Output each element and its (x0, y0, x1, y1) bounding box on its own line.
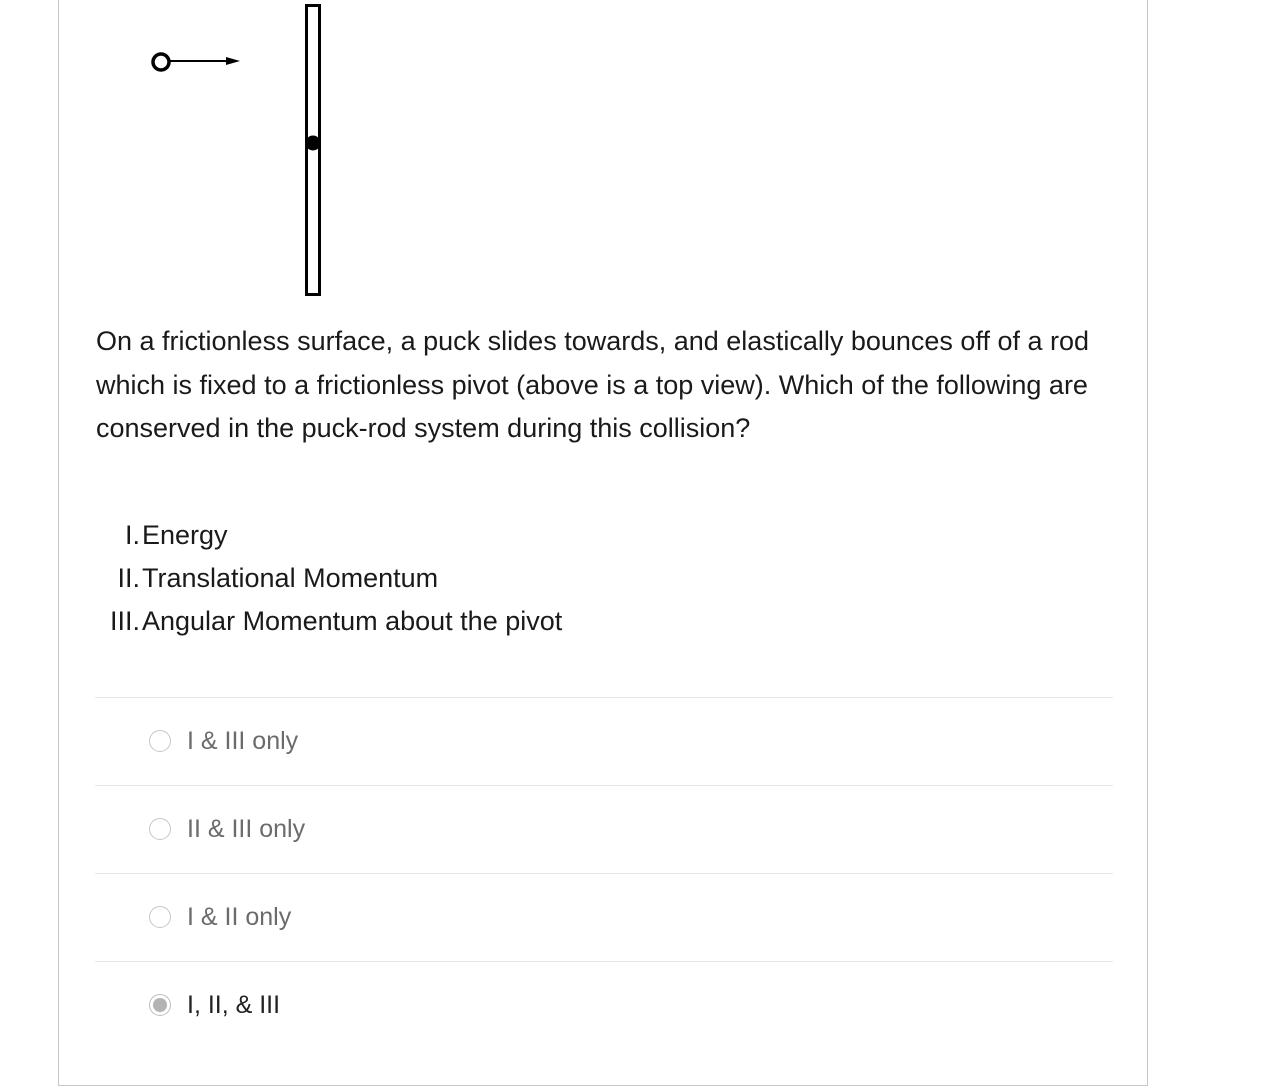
answer-option-i-iii[interactable] (95, 697, 1113, 785)
statement-text: Energy (142, 520, 228, 550)
arrowhead-icon (226, 57, 240, 65)
pivot-icon (306, 136, 321, 151)
statement-number: III. (109, 606, 140, 636)
answer-label[interactable]: II & III only (187, 815, 306, 843)
answer-list (95, 697, 1113, 1053)
radio-button[interactable] (149, 730, 171, 752)
answer-option-ii-iii[interactable] (95, 785, 1113, 873)
statement-text: Translational Momentum (142, 563, 439, 593)
answer-option-i-ii-iii[interactable] (95, 961, 1113, 1053)
statement-number: II. (117, 563, 140, 593)
answer-label[interactable]: I & II only (187, 903, 292, 931)
statement-text: Angular Momentum about the pivot (142, 606, 563, 636)
radio-button-selected[interactable] (149, 994, 171, 1016)
question-text: On a frictionless surface, a puck slides towards, and elastically bounces off of a rod which is fixed to a frictionless pivot (above is a top view). Which of the following are conserved in the puck-rod system during this collision? (96, 326, 1090, 443)
statement-number: I. (124, 520, 140, 550)
answer-label[interactable]: I & III only (187, 727, 299, 755)
statement-item (96, 514, 696, 557)
answer-option-i-ii[interactable] (95, 873, 1113, 961)
radio-button[interactable] (149, 906, 171, 928)
statement-item (96, 600, 696, 643)
statement-list (96, 514, 696, 643)
puck-icon (153, 54, 169, 70)
puck-rod-diagram-icon (140, 0, 340, 300)
statement-item (96, 557, 696, 600)
radio-button[interactable] (149, 818, 171, 840)
answer-label[interactable]: I, II, & III (187, 991, 281, 1019)
